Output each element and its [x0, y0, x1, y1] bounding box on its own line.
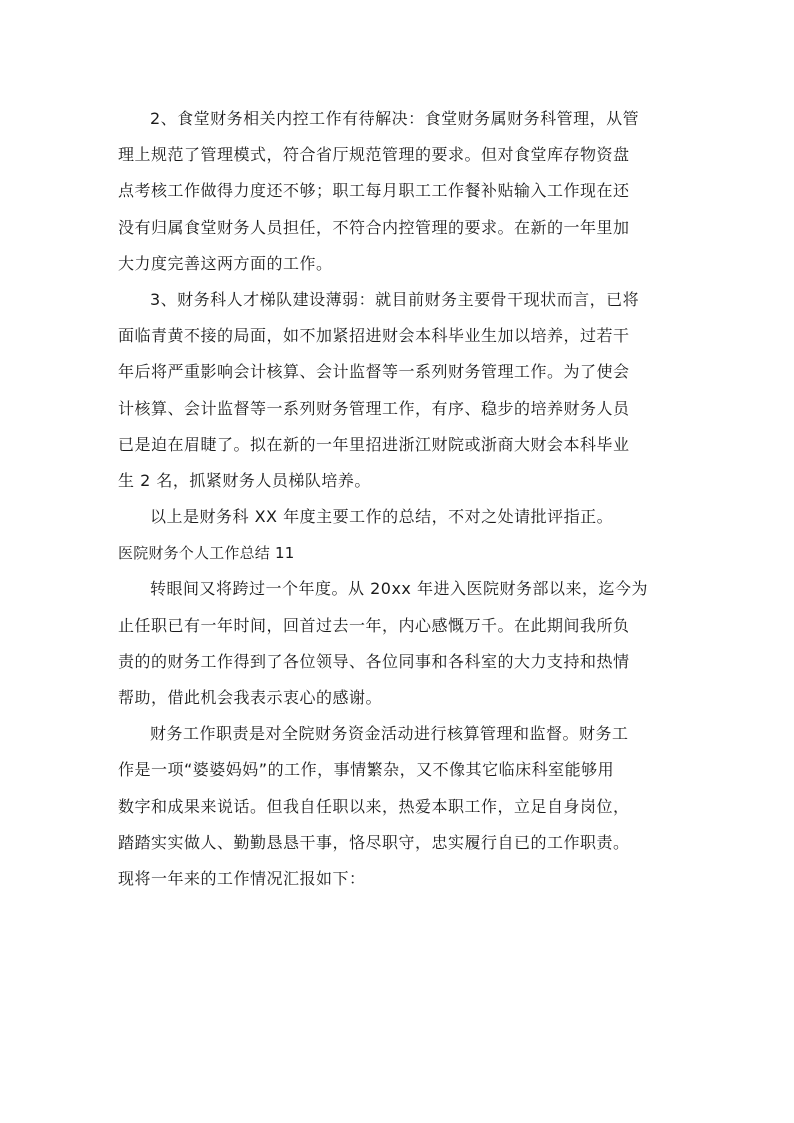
text-line: 年后将严重影响会计核算、会计监督等一系列财务管理工作。为了使会: [118, 362, 630, 382]
paragraph-canteen-internal-control: [118, 101, 678, 282]
text-line: 3、财务科人才梯队建设薄弱：就目前财务主要骨干现状而言，已将: [150, 289, 640, 309]
paragraph-summary-closing: [118, 499, 678, 535]
paragraph-year-passing: [118, 571, 678, 716]
text-line: 已是迫在眉睫了。拟在新的一年里招进浙江财院或浙商大财会本科毕业: [118, 434, 630, 454]
text-line: 数字和成果来说话。但我自任职以来，热爱本职工作，立足自身岗位，: [118, 796, 630, 816]
paragraph-duties: [118, 716, 678, 897]
text-line: 大力度完善这两方面的工作。: [118, 253, 333, 273]
section-title: 医院财务个人工作总结 11: [118, 544, 295, 563]
section-heading: [118, 535, 678, 571]
text-line: 帮助，借此机会我表示衷心的感谢。: [118, 688, 383, 707]
text-line: 现将一年来的工作情况汇报如下：: [118, 868, 366, 888]
text-line: 点考核工作做得力度还不够；职工每月职工工作餐补贴输入工作现在还: [118, 181, 630, 201]
text-line: 转眼间又将跨过一个年度。从 20xx 年进入医院财务部以来，迄今为: [150, 579, 648, 599]
text-line: 计核算、会计监督等一系列财务管理工作，有序、稳步的培养财务人员: [118, 398, 630, 418]
text-line: 以上是财务科 XX 年度主要工作的总结，不对之处请批评指正。: [150, 507, 614, 527]
text-line: 没有归属食堂财务人员担任，不符合内控管理的要求。在新的一年里加: [118, 217, 630, 237]
document-body: [118, 101, 678, 897]
text-line: 理上规范了管理模式，符合省厅规范管理的要求。但对食堂库存物资盘: [118, 145, 630, 165]
text-line: 作是一项“婆婆妈妈”的工作，事情繁杂，又不像其它临床科室能够用: [118, 760, 615, 780]
text-line: 财务工作职责是对全院财务资金活动进行核算管理和监督。财务工: [150, 724, 629, 744]
text-line: 2、食堂财务相关内控工作有待解决：食堂财务属财务科管理，从管: [150, 109, 640, 128]
text-line: 生 2 名，抓紧财务人员梯队培养。: [118, 470, 371, 490]
text-line: 止任职已有一年时间，回首过去一年，内心感慨万千。在此期间我所负: [118, 615, 630, 635]
text-line: 面临青黄不接的局面，如不加紧招进财会本科毕业生加以培养，过若干: [118, 326, 630, 346]
text-line: 责的的财务工作得到了各位领导、各位同事和各科室的大力支持和热情: [118, 651, 630, 671]
paragraph-talent-echelon: [118, 282, 678, 499]
text-line: 踏踏实实做人、勤勤恳恳干事，恪尽职守，忠实履行自已的工作职责。: [118, 832, 630, 852]
